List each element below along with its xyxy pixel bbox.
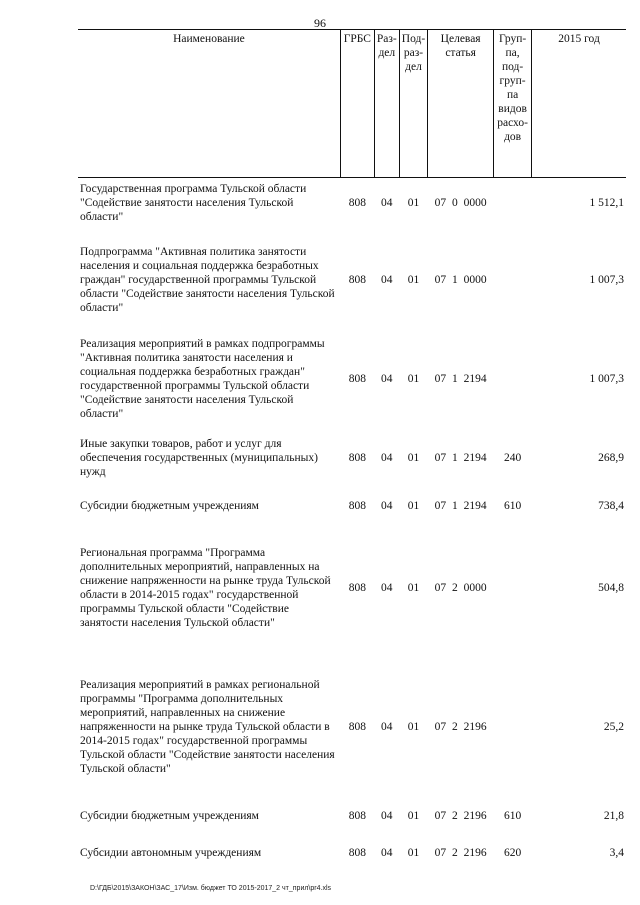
cell-grbs: 808 (348, 451, 366, 464)
cell-name: Государственная программа Тульской области "Содействие занятости населения Тульской области" (80, 182, 307, 223)
header-year: 2015 год (532, 30, 626, 178)
cell-name: Подпрограмма "Активная политика занятости населения и социальная поддержка безработных граждан" государственной программы Тульской области "Содействие занятости населения Тульской области" (80, 245, 335, 314)
cell-amount: 738,4 (598, 499, 624, 512)
table-row (78, 522, 626, 654)
header-name: Наименование (78, 30, 340, 178)
cell-name: Региональная программа "Программа дополнительных мероприятий, направленных на снижение напряженности на рынке труда Тульской области в 2014-2015 годах" государственной программы Тульской области "Содействие занятости населения Тульской области" (80, 546, 331, 629)
cell-razdel: 04 (381, 720, 393, 733)
cell-razdel: 04 (381, 499, 393, 512)
header-razdel: Раз-дел (374, 30, 399, 178)
table-row (78, 832, 626, 874)
table-row (78, 490, 626, 522)
cell-amount: 1 007,3 (589, 372, 624, 385)
cell-podrazdel: 01 (407, 451, 420, 464)
cell-group (494, 332, 532, 426)
cell-amount: 3,4 (609, 846, 624, 859)
cell-target: 07 1 2194 (434, 499, 487, 512)
cell-podrazdel: 01 (407, 499, 420, 512)
cell-grbs: 808 (348, 273, 366, 286)
cell-target: 07 2 2196 (434, 720, 487, 733)
cell-podrazdel: 01 (407, 581, 420, 594)
cell-target: 07 2 2196 (434, 809, 487, 822)
cell-amount: 25,2 (603, 720, 624, 733)
cell-amount: 504,8 (598, 581, 624, 594)
cell-grbs: 808 (348, 720, 366, 733)
table-row (78, 800, 626, 832)
cell-name: Реализация мероприятий в рамках региональной программы "Программа дополнительных мероприятий, направленных на снижение напряженности на рынке труда Тульской области в 2014-2015 годах" государственной программы Тульской области "Содействие занятости населения Тульской области" (80, 678, 335, 775)
table-row (78, 332, 626, 426)
cell-podrazdel: 01 (407, 809, 420, 822)
cell-name: Субсидии автономным учреждениям (80, 846, 262, 859)
cell-podrazdel: 01 (407, 372, 420, 385)
header-grbs: ГРБС (340, 30, 374, 178)
cell-amount: 268,9 (598, 451, 624, 464)
cell-target: 07 2 0000 (434, 581, 487, 594)
cell-group: 240 (503, 451, 522, 464)
cell-amount: 1 007,3 (589, 273, 624, 286)
cell-grbs: 808 (348, 581, 366, 594)
cell-razdel: 04 (381, 273, 393, 286)
table-row (78, 228, 626, 332)
table-header-row (78, 30, 626, 178)
table-row (78, 426, 626, 490)
cell-group: 620 (503, 846, 522, 859)
cell-target: 07 0 0000 (434, 196, 487, 209)
cell-podrazdel: 01 (407, 720, 420, 733)
table-row (78, 178, 626, 228)
cell-target: 07 1 2194 (434, 372, 487, 385)
table-body (78, 178, 626, 874)
cell-amount: 21,8 (603, 809, 624, 822)
cell-grbs: 808 (348, 846, 366, 859)
header-podrazdel: Под-раз-дел (399, 30, 427, 178)
cell-razdel: 04 (381, 846, 393, 859)
header-target: Целевая статья (428, 30, 494, 178)
cell-razdel: 04 (381, 809, 393, 822)
cell-amount: 1 512,1 (589, 196, 624, 209)
cell-group (494, 654, 532, 800)
cell-group (494, 228, 532, 332)
cell-target: 07 2 2196 (434, 846, 487, 859)
cell-target: 07 1 0000 (434, 273, 487, 286)
cell-grbs: 808 (348, 499, 366, 512)
cell-group (494, 178, 532, 228)
cell-name: Субсидии бюджетным учреждениям (80, 809, 259, 822)
cell-razdel: 04 (381, 196, 393, 209)
cell-podrazdel: 01 (407, 846, 420, 859)
cell-name: Иные закупки товаров, работ и услуг для обеспечения государственных (муниципальных) нужд (80, 437, 318, 478)
cell-name: Реализация мероприятий в рамках подпрограммы "Активная политика занятости населения и социальная поддержка безработных граждан" государственной программы Тульской области "Содействие занятости населения Тульской области" (80, 337, 325, 420)
cell-grbs: 808 (348, 372, 366, 385)
cell-razdel: 04 (381, 372, 393, 385)
cell-group: 610 (503, 499, 522, 512)
footer-file-path: D:\ГДБ\2015\ЗАКОН\ЗАС_17\Изм. бюджет ТО 2015-2017_2 чт_прил\pr4.xls (90, 885, 331, 892)
cell-name: Субсидии бюджетным учреждениям (80, 499, 259, 512)
cell-razdel: 04 (381, 451, 393, 464)
cell-grbs: 808 (348, 809, 366, 822)
table-row (78, 654, 626, 800)
cell-podrazdel: 01 (407, 273, 420, 286)
cell-razdel: 04 (381, 581, 393, 594)
cell-group: 610 (503, 809, 522, 822)
cell-target: 07 1 2194 (434, 451, 487, 464)
header-group: Груп-па, под-груп-па видов расхо-дов (494, 30, 532, 178)
cell-group (494, 522, 532, 654)
budget-table (78, 29, 626, 874)
cell-podrazdel: 01 (407, 196, 420, 209)
page-number: 96 (314, 16, 326, 30)
cell-grbs: 808 (348, 196, 366, 209)
